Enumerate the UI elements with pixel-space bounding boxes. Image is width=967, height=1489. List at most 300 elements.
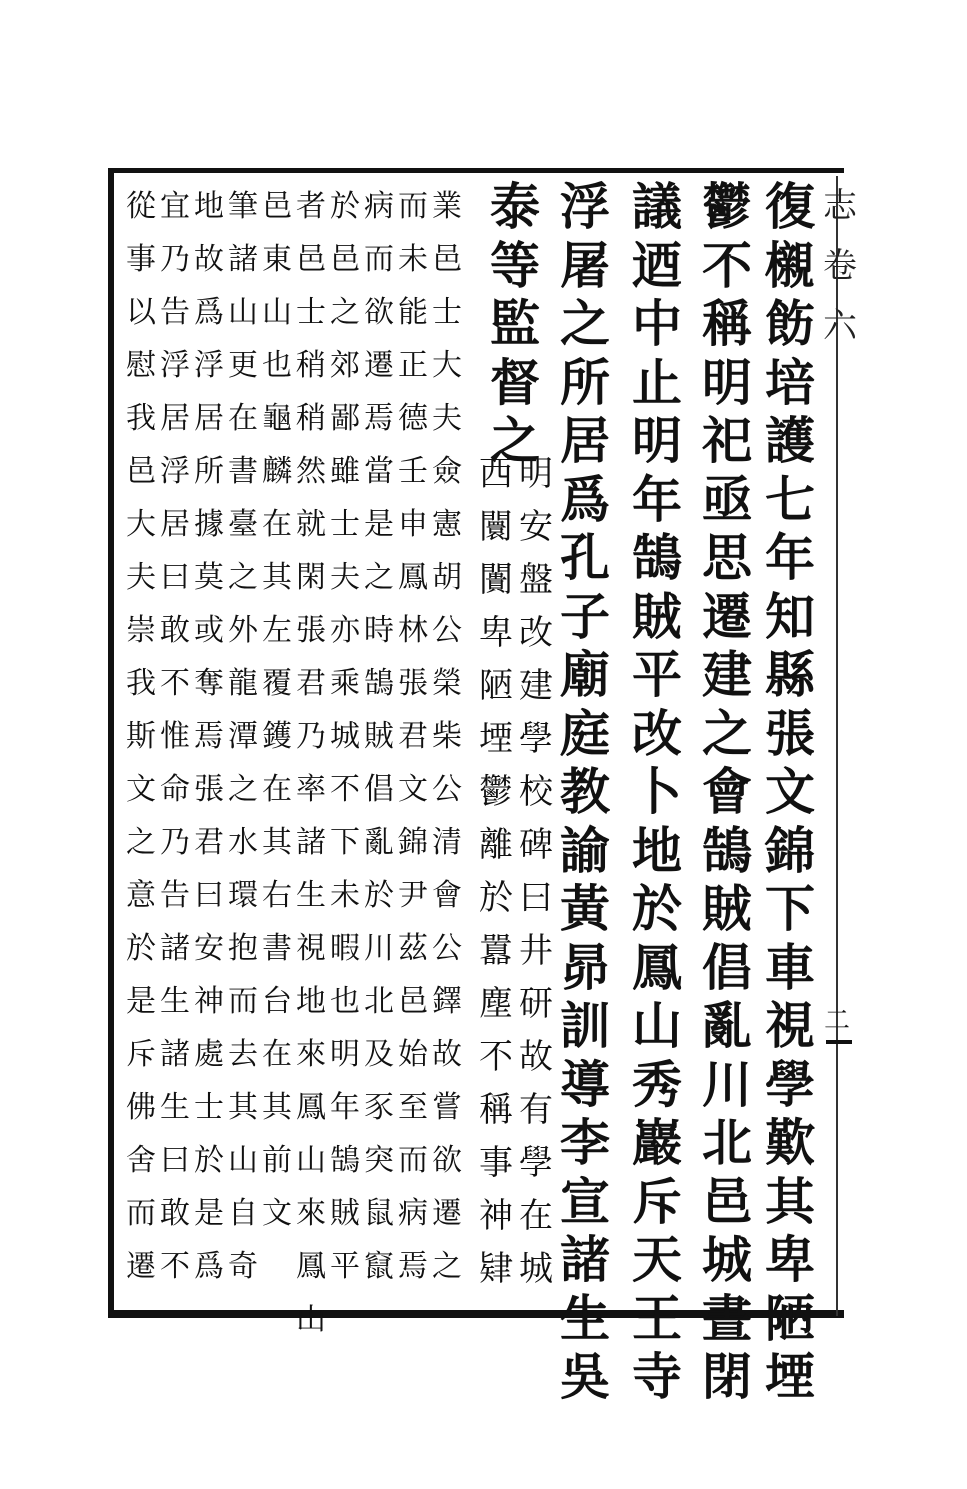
text-column-small <box>294 180 328 1346</box>
text-glyph: 訓 <box>560 996 610 1055</box>
text-glyph: 庭 <box>560 703 610 763</box>
text-glyph: 敢 <box>160 1196 190 1231</box>
text-glyph: 鄙 <box>330 401 360 436</box>
text-glyph: 邑 <box>702 1171 752 1231</box>
text-glyph: 更 <box>228 348 258 383</box>
text-glyph: 生 <box>560 1288 610 1348</box>
text-glyph: 率 <box>296 772 326 807</box>
text-glyph: 閑 <box>296 560 326 595</box>
text-glyph: 祀 <box>702 411 752 470</box>
text-glyph: 之 <box>702 703 752 763</box>
text-glyph: 莫 <box>194 560 224 595</box>
text-glyph: 郊 <box>330 348 360 383</box>
text-glyph: 張 <box>194 772 224 807</box>
text-glyph: 乃 <box>160 242 190 277</box>
text-column-small <box>474 448 518 1296</box>
text-glyph: 居 <box>160 507 190 542</box>
text-glyph: 夫 <box>432 401 462 436</box>
text-glyph: 是 <box>126 984 156 1019</box>
text-glyph: 環 <box>228 878 258 913</box>
text-glyph: 也 <box>330 984 360 1019</box>
text-glyph: 浮 <box>160 454 190 489</box>
text-glyph: 雖 <box>330 454 360 489</box>
text-glyph: 李 <box>560 1113 610 1172</box>
text-glyph: 生 <box>160 1090 190 1125</box>
text-glyph: 以 <box>126 295 156 330</box>
text-glyph: 爲 <box>194 295 224 330</box>
text-glyph: 地 <box>296 984 326 1019</box>
text-glyph: 書 <box>262 931 292 966</box>
text-glyph: 鑊 <box>262 719 292 754</box>
text-glyph: 事 <box>479 1143 513 1183</box>
text-glyph: 外 <box>228 613 258 648</box>
text-glyph: 竄 <box>364 1249 394 1284</box>
text-glyph: 在 <box>262 507 292 542</box>
text-glyph: 水 <box>228 825 258 860</box>
text-glyph: 督 <box>490 352 540 412</box>
text-glyph: 壬 <box>398 454 428 489</box>
text-glyph: 北 <box>364 984 394 1019</box>
text-glyph: 山 <box>228 1143 258 1178</box>
text-glyph: 抱 <box>228 931 258 966</box>
text-glyph: 諸 <box>560 1230 610 1289</box>
text-glyph: 囂 <box>479 931 513 971</box>
text-glyph: 也 <box>262 348 292 383</box>
text-glyph: 病 <box>398 1196 428 1231</box>
text-glyph: 西 <box>479 454 513 494</box>
text-glyph: 培 <box>765 352 815 412</box>
text-glyph: 鬱 <box>479 772 513 812</box>
text-glyph: 其 <box>262 825 292 860</box>
text-column-large <box>760 178 820 1407</box>
text-glyph: 改 <box>519 613 553 653</box>
text-glyph: 稍 <box>296 401 326 436</box>
text-glyph: 之 <box>228 560 258 595</box>
text-glyph: 研 <box>519 984 553 1024</box>
text-glyph: 在 <box>262 772 292 807</box>
text-glyph: 山 <box>632 996 682 1055</box>
text-glyph: 賊 <box>632 586 682 646</box>
text-glyph: 明 <box>632 411 682 470</box>
text-glyph: 書 <box>228 454 258 489</box>
text-glyph: 亦 <box>330 613 360 648</box>
text-glyph: 之 <box>228 772 258 807</box>
text-glyph: 於 <box>479 878 513 918</box>
text-glyph: 宜 <box>160 189 190 224</box>
text-glyph: 校 <box>519 772 553 812</box>
text-glyph: 浮 <box>194 348 224 383</box>
text-glyph: 不 <box>702 235 752 295</box>
text-glyph: 孔 <box>560 528 610 587</box>
text-glyph: 堙 <box>479 719 513 759</box>
text-glyph: 賊 <box>702 879 752 938</box>
text-glyph: 城 <box>519 1249 553 1289</box>
text-glyph: 諸 <box>228 242 258 277</box>
text-glyph: 文 <box>262 1196 292 1231</box>
text-glyph: 平 <box>632 645 682 704</box>
text-glyph: 年 <box>330 1090 360 1125</box>
text-glyph: 歎 <box>765 1113 815 1172</box>
text-glyph: 於 <box>364 878 394 913</box>
text-glyph: 飭 <box>765 294 815 353</box>
text-glyph: 建 <box>702 645 752 704</box>
text-glyph: 能 <box>398 295 428 330</box>
text-glyph: 而 <box>228 984 258 1019</box>
text-column-small <box>328 180 362 1293</box>
text-glyph: 當 <box>364 454 394 489</box>
text-glyph: 晝 <box>702 1288 752 1348</box>
text-glyph: 前 <box>262 1143 292 1178</box>
text-glyph: 而 <box>126 1196 156 1231</box>
text-glyph: 神 <box>479 1196 513 1236</box>
text-glyph: 閉 <box>702 1347 752 1406</box>
text-glyph: 諭 <box>560 820 610 880</box>
text-glyph: 申 <box>398 507 428 542</box>
text-glyph: 曰 <box>160 1143 190 1178</box>
text-glyph: 張 <box>398 666 428 701</box>
text-glyph: 黃 <box>560 879 610 938</box>
text-glyph: 會 <box>432 878 462 913</box>
text-glyph: 至 <box>398 1090 428 1125</box>
text-glyph: 櫬 <box>765 235 815 295</box>
text-glyph: 斥 <box>126 1037 156 1072</box>
text-column-large <box>627 178 687 1407</box>
text-glyph: 視 <box>765 996 815 1055</box>
text-glyph: 君 <box>398 719 428 754</box>
text-glyph: 居 <box>160 401 190 436</box>
text-glyph: 於 <box>126 931 156 966</box>
text-glyph: 城 <box>702 1230 752 1289</box>
text-column-large <box>485 178 545 471</box>
text-glyph: 會 <box>702 762 752 821</box>
margin-glyph: 卷 <box>823 246 857 286</box>
folio-number: 二 <box>823 1006 850 1036</box>
text-glyph: 宣 <box>560 1171 610 1231</box>
text-glyph: 巖 <box>632 1113 682 1172</box>
margin-glyph: 六 <box>823 306 857 346</box>
text-column-small <box>514 448 558 1296</box>
text-glyph: 闠 <box>479 560 513 600</box>
text-glyph: 邑 <box>262 189 292 224</box>
text-glyph: 遷 <box>364 348 394 383</box>
text-glyph: 鳳 <box>296 1249 326 1284</box>
text-glyph: 浮 <box>560 177 610 236</box>
text-glyph: 斯 <box>126 719 156 754</box>
text-glyph: 文 <box>126 772 156 807</box>
text-glyph: 未 <box>398 242 428 277</box>
text-glyph: 川 <box>364 931 394 966</box>
text-glyph: 公 <box>432 772 462 807</box>
text-glyph: 士 <box>330 507 360 542</box>
text-glyph: 山 <box>228 295 258 330</box>
text-glyph: 邑 <box>296 242 326 277</box>
text-glyph: 天 <box>632 1230 682 1289</box>
text-glyph: 年 <box>765 528 815 587</box>
text-glyph: 改 <box>632 703 682 763</box>
text-glyph: 不 <box>160 1249 190 1284</box>
text-glyph: 我 <box>126 401 156 436</box>
text-glyph: 其 <box>228 1090 258 1125</box>
text-glyph: 業 <box>432 189 462 224</box>
text-glyph: 嘗 <box>432 1090 462 1125</box>
text-glyph: 而 <box>398 1143 428 1178</box>
text-glyph: 不 <box>479 1037 513 1077</box>
text-glyph: 台 <box>262 984 292 1019</box>
text-glyph: 焉 <box>364 401 394 436</box>
text-glyph: 時 <box>364 613 394 648</box>
text-glyph: 車 <box>765 937 815 997</box>
text-glyph: 昴 <box>560 937 610 997</box>
text-glyph: 尹 <box>398 878 428 913</box>
text-glyph: 僉 <box>432 454 462 489</box>
text-glyph: 安 <box>519 507 553 547</box>
text-glyph: 堙 <box>765 1347 815 1406</box>
text-glyph: 欲 <box>364 295 394 330</box>
text-glyph: 迺 <box>632 235 682 295</box>
text-glyph: 舍 <box>126 1143 156 1178</box>
text-glyph: 告 <box>160 878 190 913</box>
margin-header <box>820 176 860 356</box>
text-column-small <box>260 180 294 1240</box>
text-glyph: 賊 <box>364 719 394 754</box>
text-glyph: 故 <box>519 1037 553 1077</box>
text-glyph: 吳 <box>560 1347 610 1406</box>
text-glyph: 故 <box>432 1037 462 1072</box>
margin-glyph: 志 <box>823 186 857 226</box>
text-glyph: 之 <box>560 294 610 353</box>
text-glyph: 復 <box>765 177 815 236</box>
text-glyph: 佛 <box>126 1090 156 1125</box>
text-glyph: 卜 <box>632 762 682 821</box>
text-glyph: 從 <box>126 189 156 224</box>
text-glyph: 就 <box>296 507 326 542</box>
text-glyph: 不 <box>160 666 190 701</box>
text-glyph: 來 <box>296 1196 326 1231</box>
text-glyph: 平 <box>330 1249 360 1284</box>
text-glyph: 欲 <box>432 1143 462 1178</box>
text-glyph: 生 <box>296 878 326 913</box>
text-glyph: 稍 <box>296 348 326 383</box>
text-glyph: 邑 <box>126 454 156 489</box>
text-glyph: 於 <box>330 189 360 224</box>
text-glyph: 及 <box>364 1037 394 1072</box>
text-glyph: 遷 <box>432 1196 462 1231</box>
text-glyph: 之 <box>364 560 394 595</box>
text-glyph: 邑 <box>330 242 360 277</box>
text-glyph: 塵 <box>479 984 513 1024</box>
text-glyph: 建 <box>519 666 553 706</box>
text-column-small <box>226 180 260 1293</box>
text-glyph: 奪 <box>194 666 224 701</box>
text-glyph: 亂 <box>702 996 752 1055</box>
text-glyph: 居 <box>194 401 224 436</box>
text-glyph: 碑 <box>519 825 553 865</box>
text-glyph: 諸 <box>160 931 190 966</box>
text-glyph: 闤 <box>479 507 513 547</box>
text-glyph: 遷 <box>702 586 752 646</box>
text-glyph: 所 <box>560 352 610 412</box>
text-glyph: 崇 <box>126 613 156 648</box>
text-glyph: 命 <box>160 772 190 807</box>
text-glyph: 所 <box>194 454 224 489</box>
text-glyph: 文 <box>398 772 428 807</box>
text-glyph: 是 <box>364 507 394 542</box>
text-glyph: 於 <box>632 879 682 938</box>
text-glyph: 君 <box>296 666 326 701</box>
text-glyph: 肄 <box>479 1249 513 1289</box>
text-glyph: 曰 <box>194 878 224 913</box>
text-glyph: 寺 <box>632 1347 682 1406</box>
text-glyph: 惟 <box>160 719 190 754</box>
text-glyph: 大 <box>432 348 462 383</box>
text-glyph: 於 <box>194 1143 224 1178</box>
text-glyph: 在 <box>228 401 258 436</box>
text-glyph: 亂 <box>364 825 394 860</box>
text-glyph: 導 <box>560 1054 610 1114</box>
text-glyph: 鳳 <box>296 1090 326 1125</box>
text-column-small <box>396 180 430 1293</box>
text-glyph: 神 <box>194 984 224 1019</box>
text-glyph: 夫 <box>126 560 156 595</box>
text-glyph: 倡 <box>364 772 394 807</box>
text-column-small <box>362 180 396 1293</box>
text-glyph: 城 <box>330 719 360 754</box>
text-glyph: 去 <box>228 1037 258 1072</box>
text-glyph: 其 <box>262 1090 292 1125</box>
text-glyph: 左 <box>262 613 292 648</box>
text-glyph: 故 <box>194 242 224 277</box>
text-glyph: 是 <box>194 1196 224 1231</box>
text-glyph: 卑 <box>479 613 513 653</box>
text-glyph: 奇 <box>228 1249 258 1284</box>
text-glyph: 中 <box>632 294 682 353</box>
text-glyph: 屠 <box>560 235 610 295</box>
text-glyph: 德 <box>398 401 428 436</box>
text-glyph: 學 <box>519 1143 553 1183</box>
text-glyph: 諸 <box>160 1037 190 1072</box>
text-glyph: 亟 <box>702 469 752 529</box>
text-glyph: 離 <box>479 825 513 865</box>
text-glyph: 鵠 <box>364 666 394 701</box>
text-glyph: 士 <box>194 1090 224 1125</box>
text-glyph: 焉 <box>194 719 224 754</box>
text-column-small <box>430 180 464 1293</box>
text-glyph: 覆 <box>262 666 292 701</box>
text-glyph: 視 <box>296 931 326 966</box>
text-glyph: 錦 <box>398 825 428 860</box>
text-glyph: 而 <box>398 189 428 224</box>
text-glyph: 監 <box>490 294 540 353</box>
text-glyph: 學 <box>765 1054 815 1114</box>
text-glyph: 麟 <box>262 454 292 489</box>
text-glyph: 據 <box>194 507 224 542</box>
text-glyph: 知 <box>765 586 815 646</box>
text-glyph: 邑 <box>398 984 428 1019</box>
text-glyph: 大 <box>126 507 156 542</box>
text-glyph: 明 <box>702 352 752 412</box>
text-glyph: 下 <box>765 879 815 938</box>
text-glyph: 者 <box>296 189 326 224</box>
text-glyph: 明 <box>330 1037 360 1072</box>
text-glyph: 不 <box>330 772 360 807</box>
text-glyph: 君 <box>194 825 224 860</box>
text-glyph: 倡 <box>702 937 752 997</box>
text-glyph: 稱 <box>479 1090 513 1130</box>
text-glyph: 之 <box>490 411 540 470</box>
text-glyph: 龍 <box>228 666 258 701</box>
text-glyph: 秀 <box>632 1054 682 1114</box>
text-column-small <box>192 180 226 1293</box>
text-column-small <box>124 180 158 1293</box>
text-glyph: 胡 <box>432 560 462 595</box>
text-glyph: 豕 <box>364 1090 394 1125</box>
text-glyph: 張 <box>296 613 326 648</box>
text-glyph: 山 <box>296 1143 326 1178</box>
text-glyph: 陋 <box>479 666 513 706</box>
text-glyph: 突 <box>364 1143 394 1178</box>
text-glyph: 廟 <box>560 645 610 704</box>
text-glyph: 茲 <box>398 931 428 966</box>
text-glyph: 鳳 <box>632 937 682 997</box>
text-glyph: 止 <box>632 352 682 412</box>
text-glyph: 意 <box>126 878 156 913</box>
text-glyph: 焉 <box>398 1249 428 1284</box>
text-glyph: 子 <box>560 586 610 646</box>
text-glyph: 賊 <box>330 1196 360 1231</box>
text-glyph: 憲 <box>432 507 462 542</box>
text-glyph: 潭 <box>228 719 258 754</box>
text-glyph: 龜 <box>262 401 292 436</box>
text-glyph: 稱 <box>702 294 752 353</box>
text-glyph: 有 <box>519 1090 553 1130</box>
text-glyph: 右 <box>262 878 292 913</box>
text-glyph: 川 <box>702 1054 752 1114</box>
text-glyph: 錦 <box>765 820 815 880</box>
text-glyph: 年 <box>632 469 682 529</box>
text-glyph: 北 <box>702 1113 752 1172</box>
text-glyph: 盤 <box>519 560 553 600</box>
text-glyph: 鳳 <box>398 560 428 595</box>
text-glyph: 諸 <box>296 825 326 860</box>
text-glyph: 慰 <box>126 348 156 383</box>
text-glyph: 榮 <box>432 666 462 701</box>
text-glyph: 縣 <box>765 645 815 704</box>
text-glyph: 安 <box>194 931 224 966</box>
text-glyph: 思 <box>702 528 752 587</box>
text-glyph: 卑 <box>765 1230 815 1289</box>
text-glyph: 明 <box>519 454 553 494</box>
text-glyph: 學 <box>519 719 553 759</box>
text-glyph: 浮 <box>160 348 190 383</box>
text-glyph: 鬱 <box>702 177 752 236</box>
text-glyph: 乃 <box>160 825 190 860</box>
text-glyph: 始 <box>398 1037 428 1072</box>
text-glyph: 柴 <box>432 719 462 754</box>
text-glyph: 然 <box>296 454 326 489</box>
text-column-small <box>158 180 192 1293</box>
text-glyph: 東 <box>262 242 292 277</box>
text-glyph: 在 <box>519 1196 553 1236</box>
text-glyph: 等 <box>490 235 540 295</box>
text-glyph: 之 <box>126 825 156 860</box>
text-glyph: 曰 <box>519 878 553 918</box>
text-glyph: 自 <box>228 1196 258 1231</box>
text-glyph: 曰 <box>160 560 190 595</box>
text-glyph: 地 <box>632 820 682 880</box>
text-glyph: 爲 <box>560 469 610 529</box>
text-glyph: 張 <box>765 703 815 763</box>
text-glyph: 井 <box>519 931 553 971</box>
